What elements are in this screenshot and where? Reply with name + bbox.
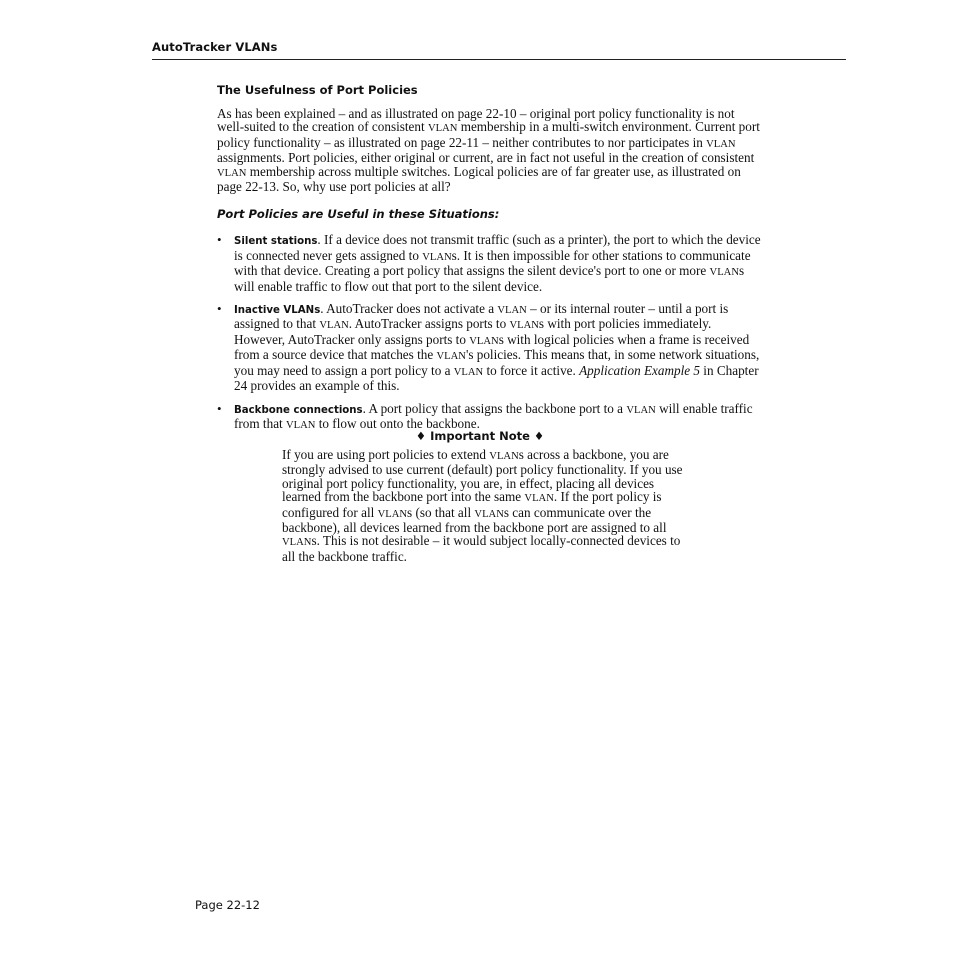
vlan-term: VLAN: [422, 251, 452, 263]
intro-text-4: membership across multiple switches. Logical policies are of far greater use, as illustrated on page 22-13. So, why use port policies at all?: [217, 163, 741, 195]
vlan-term: VLAN: [489, 451, 519, 462]
term-inactive-vlans: Inactive VLANs: [234, 305, 321, 317]
vlan-term: VLAN: [509, 320, 539, 332]
section-heading: The Usefulness of Port Policies: [217, 83, 418, 97]
bullet-text: to flow out onto the backbone.: [315, 415, 480, 431]
note-text: s. This is not desirable – it would subject locally-connected devices to all the backbone traffic.: [282, 533, 681, 564]
bullet-text: . If a device does not transmit traffic (such as a printer), the port to which the device is connected never gets assigned to: [234, 232, 761, 263]
bullet-text: s will enable traffic to flow out that port to the silent device.: [234, 263, 745, 294]
header-rule: [152, 59, 846, 60]
vlan-term: VLAN: [377, 508, 408, 520]
page-number: Page 22-12: [195, 898, 260, 912]
bullet-text: . AutoTracker does not activate a: [320, 301, 498, 317]
vlan-term: VLAN: [469, 335, 499, 347]
vlan-term: VLAN: [474, 508, 504, 520]
note-text: s across a backbone, you are strongly advised to use current (default) port policy functionality. If you use original port policy functionality, you are, in effect, placing all devices learned from the backbone port into the same: [282, 447, 683, 505]
term-silent-stations: Silent stations: [234, 236, 318, 248]
bullet-text: 's policies. This means that, in some network situations, you may need to assign a port policy to a: [234, 347, 760, 378]
vlan-term: VLAN: [427, 123, 458, 135]
bullet-text: . A port policy that assigns the backbone port to a: [362, 400, 627, 416]
note-text: s (so that all: [407, 504, 475, 520]
vlan-term: VLAN: [217, 167, 247, 179]
bullet-text: s with port policies immediately. However, AutoTracker only assigns ports to: [234, 316, 712, 347]
bullet-text: will enable traffic from that: [234, 400, 753, 431]
bullet-text: – or its internal router – until a port is assigned to that: [234, 301, 729, 332]
running-header-title: AutoTracker VLANs: [152, 40, 278, 54]
bullet-icon: •: [217, 400, 222, 416]
vlan-term: VLAN: [286, 419, 316, 431]
bullet-text: s. It is then impossible for other stations to communicate with that device. Creating a port policy that assigns the silent device's port to one or more: [234, 247, 751, 279]
note-text: . If the port policy is configured for all: [282, 489, 662, 520]
intro-text-3: assignments. Port policies, either original or current, are in fact not useful in the creation of consistent: [217, 150, 755, 166]
bullet-text: . AutoTracker assigns ports to: [348, 316, 510, 332]
bullet-text: to force it active.: [483, 362, 580, 378]
list-item-silent-stations: [217, 233, 762, 293]
vlan-term: VLAN: [709, 267, 739, 279]
vlan-term: VLAN: [524, 493, 554, 505]
vlan-term: VLAN: [497, 305, 527, 317]
situations-list: [217, 233, 762, 432]
bullet-text: in Chapter 24 provides an example of this.: [234, 362, 759, 394]
note-text: If you are using port policies to extend: [282, 447, 490, 462]
bullet-text: s with logical policies when a frame is received from a source device that matches the: [234, 331, 750, 363]
intro-text-1: As has been explained – and as illustrated on page 22-10 – original port policy functionality is not well-suited to the creation of consistent: [217, 106, 735, 135]
bullet-icon: •: [217, 232, 222, 248]
intro-text-2: membership in a multi-switch environment. Current port policy functionality – as illustrated on page 22-11 – neither contributes to nor participates in: [217, 119, 760, 150]
subheading-situations: Port Policies are Useful in these Situations:: [217, 207, 500, 222]
vlan-term: VLAN: [626, 404, 656, 416]
vlan-term: VLAN: [282, 537, 312, 549]
list-item-inactive-vlans: [217, 302, 762, 392]
vlan-term: VLAN: [706, 138, 736, 150]
note-text: s can communicate over the backbone), all devices learned from the backbone port are assigned to all: [282, 504, 667, 536]
important-note-body: [282, 448, 692, 563]
important-note: [282, 428, 692, 563]
vlan-term: VLAN: [319, 320, 349, 332]
intro-paragraph: [217, 107, 762, 193]
main-content: [217, 82, 762, 441]
vlan-term: VLAN: [436, 351, 466, 363]
vlan-term: VLAN: [453, 366, 484, 378]
important-note-title: ♦ Important Note ♦: [415, 429, 545, 443]
application-example-reference: Application Example 5: [579, 362, 700, 378]
bullet-icon: •: [217, 301, 222, 317]
term-backbone-connections: Backbone connections: [234, 404, 363, 416]
